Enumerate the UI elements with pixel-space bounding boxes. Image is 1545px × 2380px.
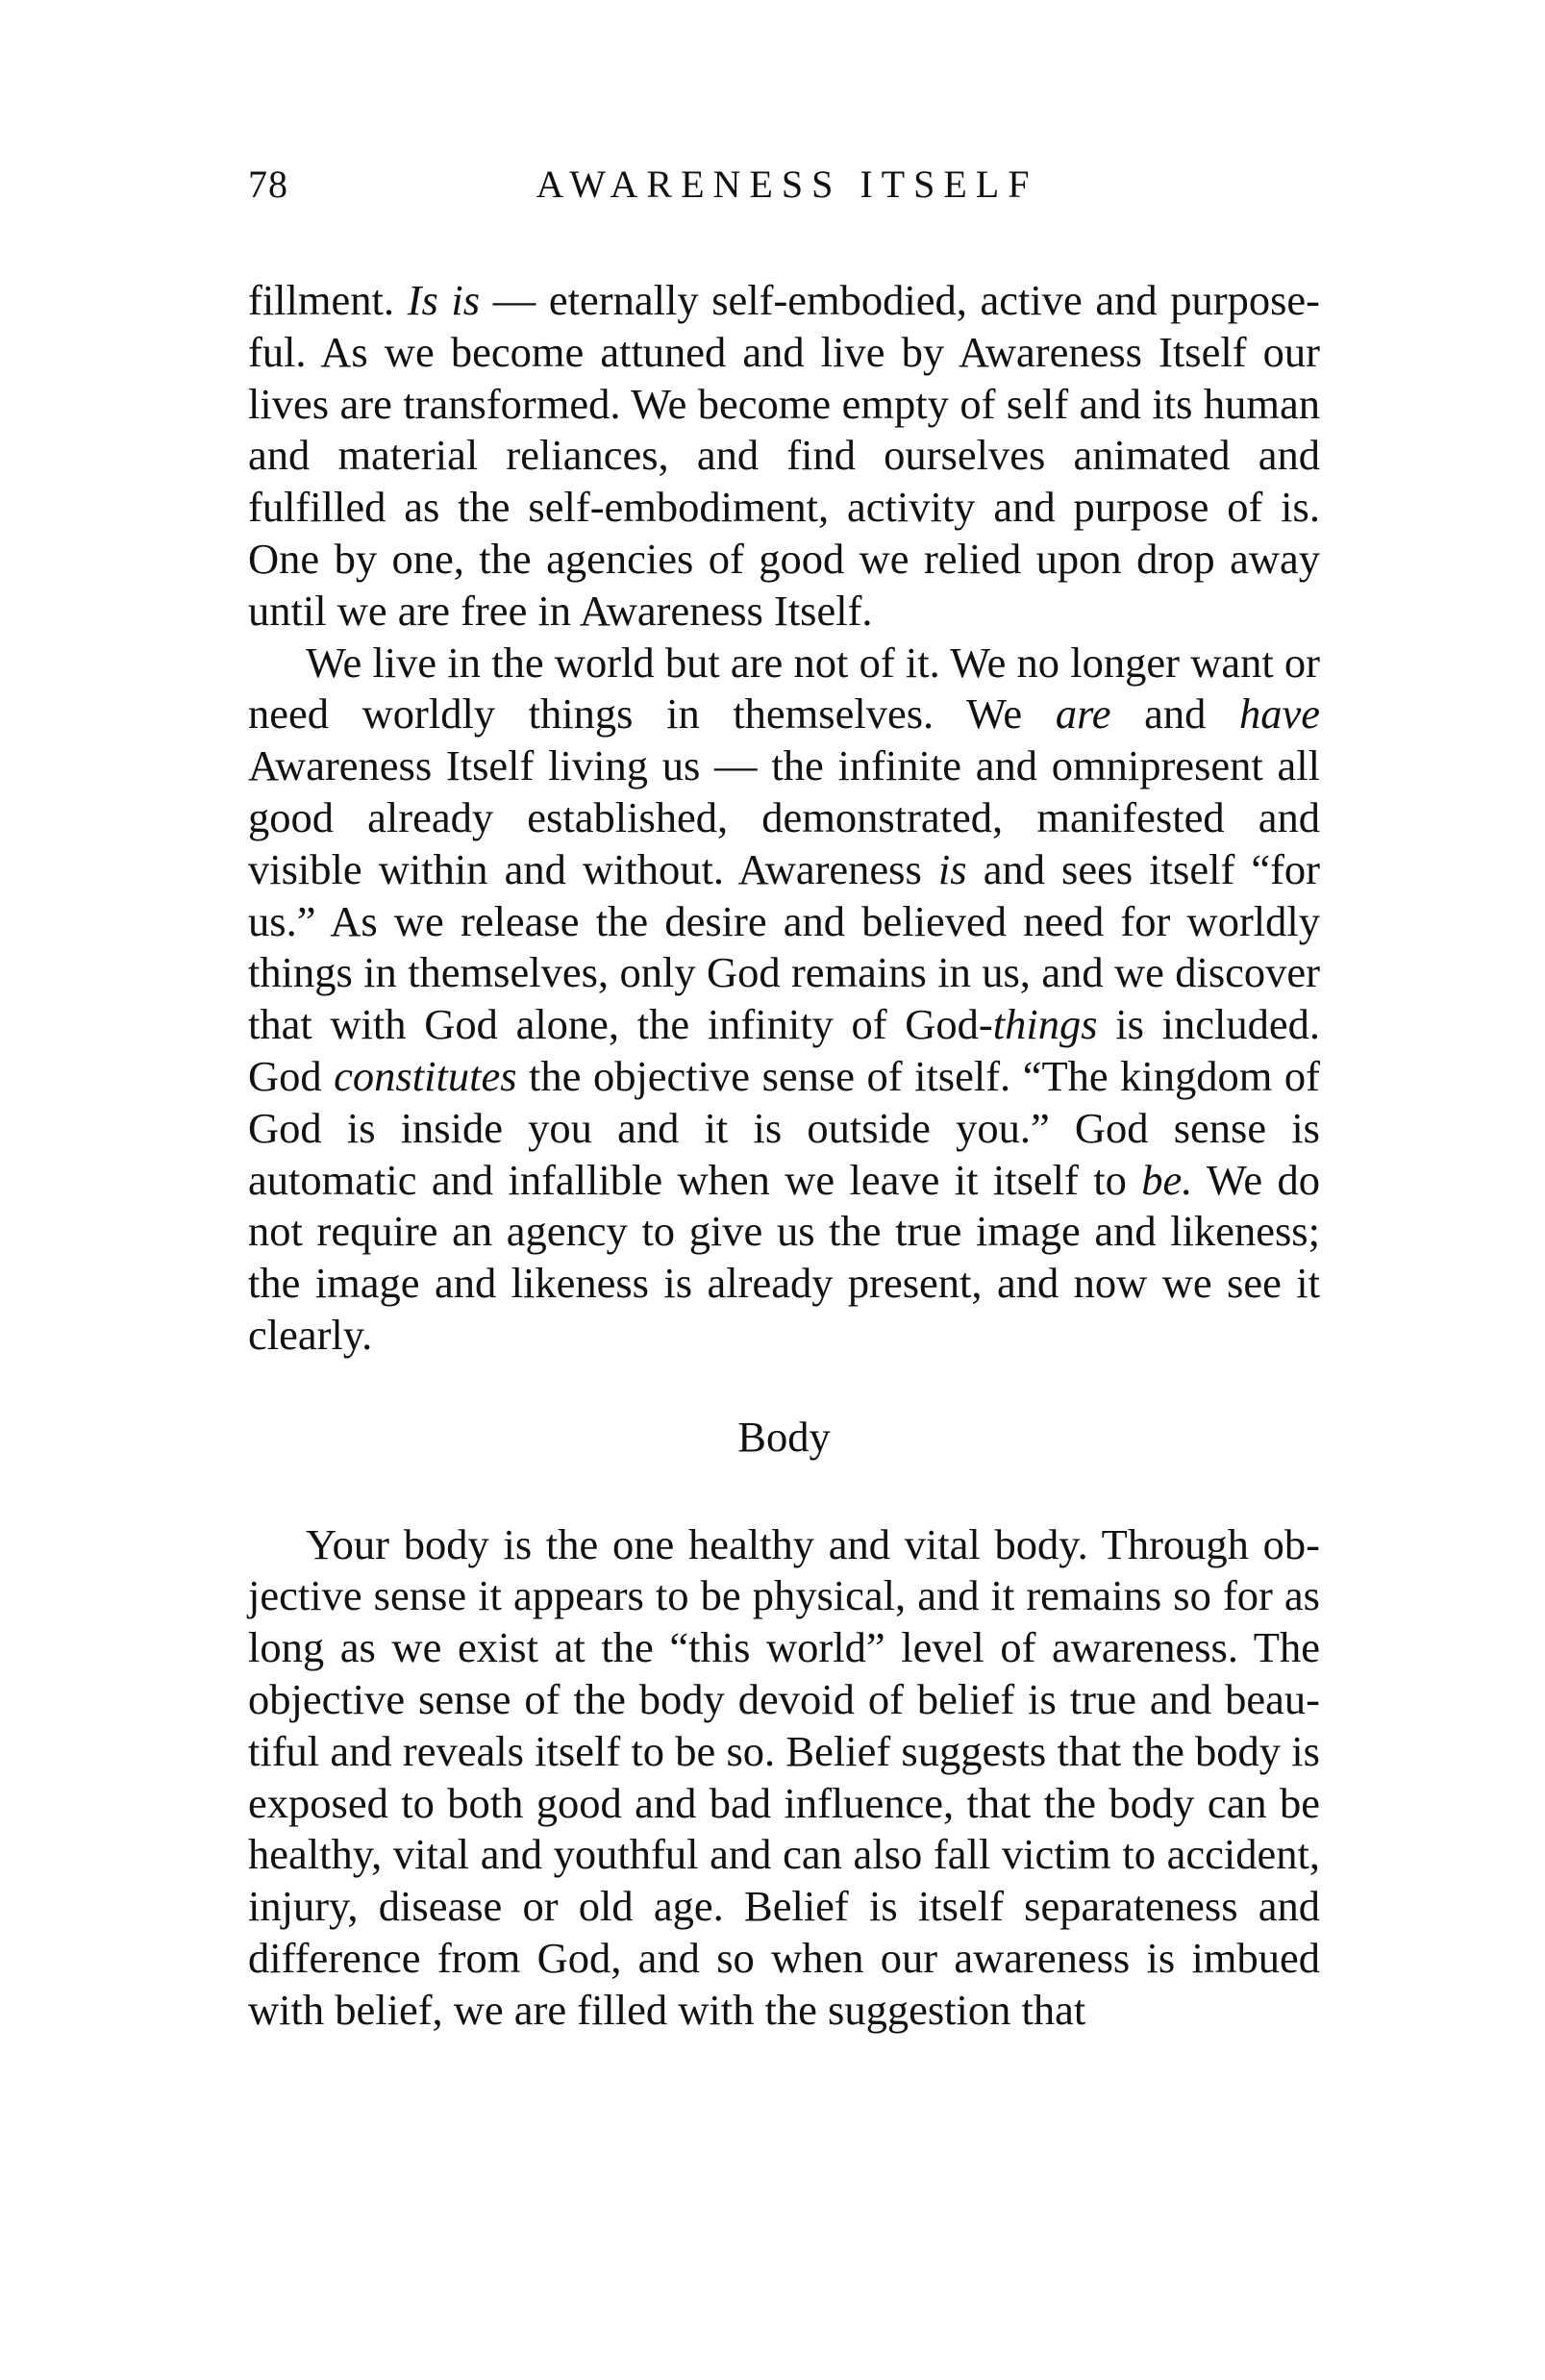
paragraph bbox=[248, 638, 1320, 1362]
italic-text-run: have bbox=[1238, 689, 1320, 739]
italic-text-run: things bbox=[992, 1000, 1098, 1049]
text-run: Your body is the one healthy and vital body. Through objective sense it appears to be physical, and it remains so for as long as we exist at the “this world” level of awareness. The objective sense of the body devoid of belief is true and beautiful and reveals itself to be so. Belief suggests that the body is exposed to both good and bad influence, that the body can be healthy, vital and youthful and can also fall victim to accident, injury, disease or old age. Belief is itself separateness and difference from God, and so when our awareness is imbued with belief, we are filled with the suggestion that bbox=[248, 1519, 1320, 2034]
body-text bbox=[248, 275, 1320, 2037]
page-number: 78 bbox=[248, 163, 288, 206]
running-head bbox=[248, 162, 1320, 219]
italic-text-run: is bbox=[937, 844, 967, 893]
text-run: and bbox=[1110, 689, 1239, 739]
paragraph bbox=[248, 275, 1320, 638]
text-run: is included. God bbox=[248, 1000, 1320, 1100]
italic-text-run: be. bbox=[1141, 1155, 1193, 1204]
italic-text-run: constitutes bbox=[334, 1051, 517, 1100]
text-run: fillment. bbox=[248, 276, 408, 324]
text-run: Awareness Itself living us — the infinite and omnipresent all good already established, demonstrated, manifested and visible within and without. Awareness bbox=[248, 741, 1320, 893]
section-heading: Body bbox=[737, 1412, 831, 1461]
text-run: the objective sense of itself. “The kingdom of God is inside you and it is outside you.” God sense is automatic and infallible when we leave it itself to bbox=[248, 1051, 1321, 1204]
italic-text-run: Is is bbox=[407, 276, 481, 324]
text-run: and sees itself “for us.” As we release the desire and believed need for worldly things in themselves, only God remains in us, and we discover that with God alone, the infinity of God- bbox=[248, 844, 1320, 1049]
book-title: AWARENESS ITSELF bbox=[536, 163, 1038, 206]
text-run: We live in the world but are not of it. We no longer want or need worldly things in themselves. We bbox=[248, 638, 1320, 739]
italic-text-run: are bbox=[1055, 689, 1111, 739]
text-run: We do not require an agency to give us the true image and likeness; the image and likeness is already present, and now we see it clearly. bbox=[248, 1155, 1321, 1359]
text-run: — eternally self-embodied, active and purposeful. As we become attuned and live by Awareness Itself our lives are transformed. We become empty of self and its human and material reliances, and find ourselves animated and fulfilled as the self-embodiment, activity and purpose of is. One by one, the agencies of good we relied upon drop away until we are free in Awareness Itself. bbox=[248, 276, 1320, 635]
paragraph bbox=[248, 1519, 1320, 2037]
